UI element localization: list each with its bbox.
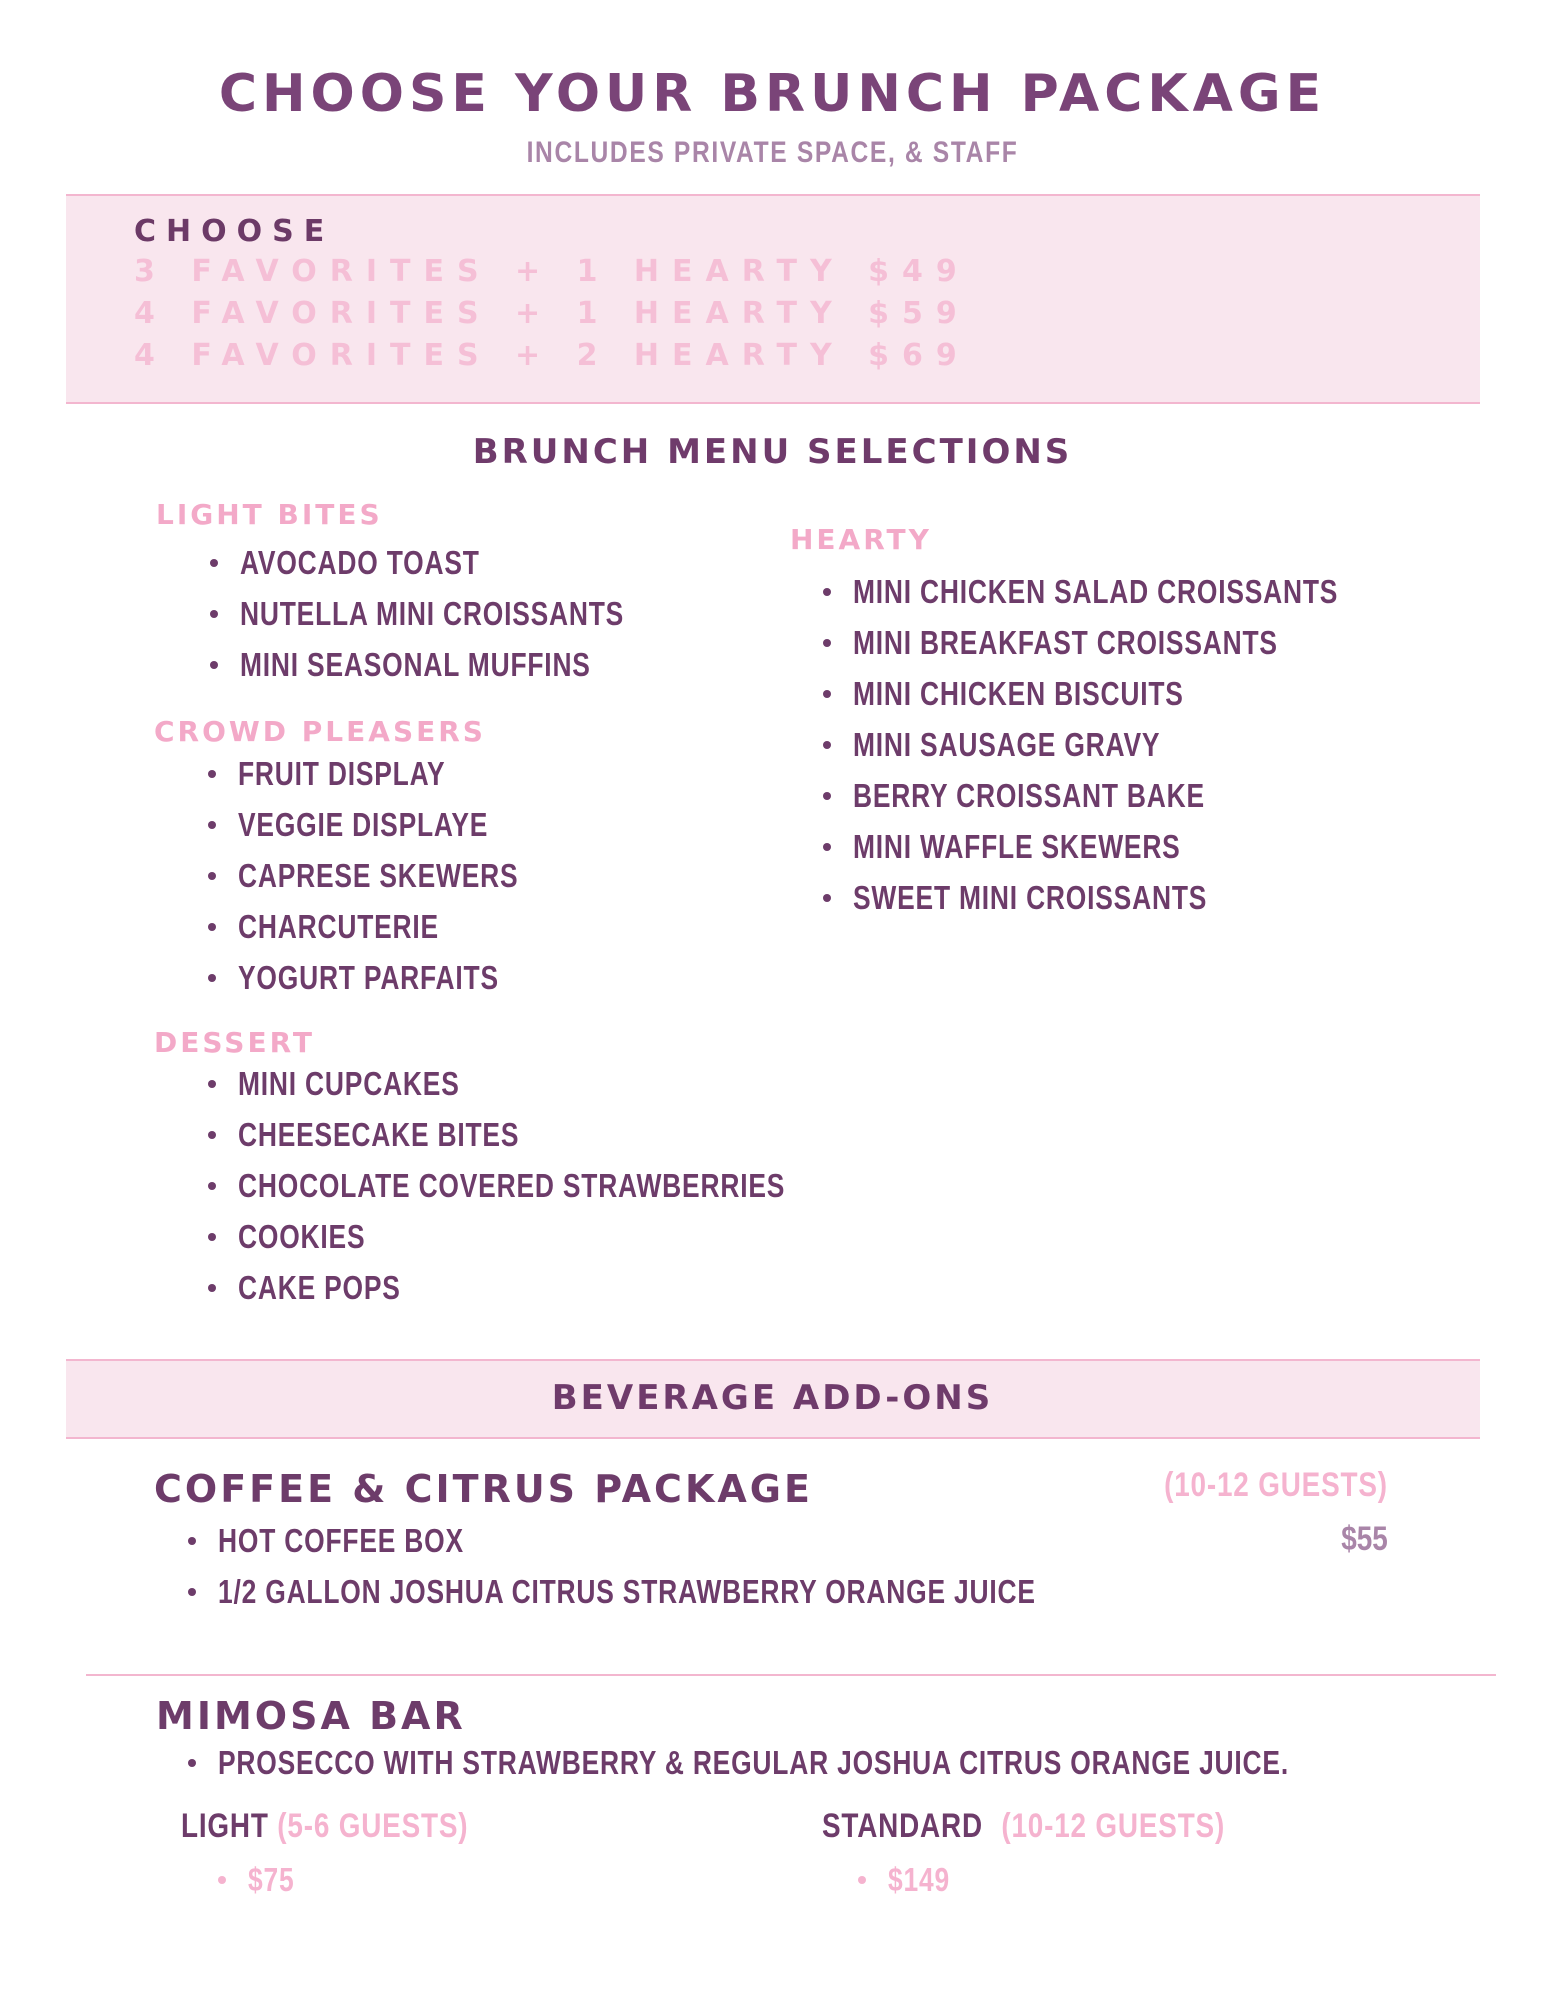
- tier-guests: (5-6 GUESTS): [277, 1807, 469, 1845]
- tier-price: $149: [888, 1861, 950, 1898]
- mimosa-bar-title: MIMOSA BAR: [156, 1694, 466, 1738]
- tier-guests: (10-12 GUESTS): [1001, 1807, 1226, 1845]
- list-item: [218, 1854, 306, 1905]
- bullet-icon: [208, 770, 216, 778]
- beverage-section-title: BEVERAGE ADD-ONS: [551, 1378, 994, 1418]
- bullet-icon: [823, 843, 831, 851]
- menu-section-title: BRUNCH MENU SELECTIONS: [472, 432, 1073, 472]
- tier-price: $75: [248, 1861, 295, 1898]
- light-bites-list: [210, 537, 720, 690]
- bullet-icon: [208, 1233, 216, 1241]
- list-item: MINI CHICKEN SALAD CROISSANTS: [823, 566, 1460, 617]
- tier-name: STANDARD: [822, 1807, 983, 1845]
- list-item: MINI WAFFLE SKEWERS: [823, 821, 1460, 872]
- list-item: MINI SEASONAL MUFFINS: [210, 639, 720, 690]
- page-title: CHOOSE YOUR BRUNCH PACKAGE: [218, 64, 1327, 124]
- list-item: [858, 1854, 965, 1905]
- bullet-icon: [208, 872, 216, 880]
- coffee-items-list: [188, 1515, 1240, 1617]
- list-item: CHARCUTERIE: [208, 901, 589, 952]
- bullet-icon: [208, 974, 216, 982]
- list-item: MINI SAUSAGE GRAVY: [823, 719, 1460, 770]
- category-crowd-pleasers: CROWD PLEASERS: [154, 715, 486, 748]
- list-item: MINI CHICKEN BISCUITS: [823, 668, 1460, 719]
- section-divider: [86, 1674, 1496, 1676]
- list-item: CHEESECAKE BITES: [208, 1109, 922, 1160]
- list-item: BERRY CROISSANT BAKE: [823, 770, 1460, 821]
- bullet-icon: [823, 588, 831, 596]
- list-item: PROSECCO WITH STRAWBERRY & REGULAR JOSHUA CITRUS ORANGE JUICE.: [188, 1737, 1545, 1788]
- bullet-icon: [823, 792, 831, 800]
- choose-label: CHOOSE: [134, 214, 335, 249]
- category-dessert: DESSERT: [154, 1026, 315, 1059]
- page-subtitle: INCLUDES PRIVATE SPACE, & STAFF: [526, 136, 1019, 169]
- list-item: CAPRESE SKEWERS: [208, 850, 589, 901]
- bullet-icon: [188, 1588, 196, 1596]
- list-item: FRUIT DISPLAY: [208, 748, 589, 799]
- bullet-icon: [210, 559, 218, 567]
- package-option: 4 FAVORITES + 2 HEARTY $69: [134, 338, 970, 373]
- bullet-icon: [823, 894, 831, 902]
- bullet-icon: [823, 741, 831, 749]
- bullet-icon: [208, 821, 216, 829]
- coffee-package-title: COFFEE & CITRUS PACKAGE: [154, 1467, 813, 1511]
- list-item: YOGURT PARFAITS: [208, 952, 589, 1003]
- list-item: AVOCADO TOAST: [210, 537, 720, 588]
- list-item: MINI BREAKFAST CROISSANTS: [823, 617, 1460, 668]
- bullet-icon: [823, 690, 831, 698]
- bullet-icon: [208, 923, 216, 931]
- list-item: CHOCOLATE COVERED STRAWBERRIES: [208, 1160, 922, 1211]
- category-hearty: HEARTY: [790, 523, 932, 556]
- bullet-icon: [208, 1284, 216, 1292]
- list-item: MINI CUPCAKES: [208, 1058, 922, 1109]
- dessert-list: [208, 1058, 922, 1313]
- category-light-bites: LIGHT BITES: [156, 498, 383, 531]
- mimosa-standard-price-list: [858, 1854, 965, 1905]
- bullet-icon: [210, 661, 218, 669]
- package-option: 4 FAVORITES + 1 HEARTY $59: [134, 296, 970, 331]
- mimosa-light-tier: [181, 1807, 468, 1846]
- list-item: VEGGIE DISPLAYE: [208, 799, 589, 850]
- package-option: 3 FAVORITES + 1 HEARTY $49: [134, 254, 970, 289]
- bullet-icon: [210, 610, 218, 618]
- mimosa-standard-tier: [822, 1807, 1225, 1846]
- mimosa-light-price-list: [218, 1854, 306, 1905]
- bullet-icon: [208, 1182, 216, 1190]
- tier-name: LIGHT: [181, 1807, 269, 1845]
- list-item: 1/2 GALLON JOSHUA CITRUS STRAWBERRY ORANGE JUICE: [188, 1566, 1240, 1617]
- bullet-icon: [208, 1080, 216, 1088]
- bullet-icon: [858, 1876, 866, 1884]
- list-item: HOT COFFEE BOX: [188, 1515, 1240, 1566]
- coffee-price: $55: [1341, 1520, 1388, 1558]
- list-item: NUTELLA MINI CROISSANTS: [210, 588, 720, 639]
- bullet-icon: [188, 1537, 196, 1545]
- list-item: SWEET MINI CROISSANTS: [823, 872, 1460, 923]
- hearty-list: [823, 566, 1460, 923]
- mimosa-items-list: [188, 1737, 1545, 1788]
- crowd-pleasers-list: [208, 748, 589, 1003]
- bullet-icon: [208, 1131, 216, 1139]
- list-item: CAKE POPS: [208, 1262, 922, 1313]
- bullet-icon: [823, 639, 831, 647]
- bullet-icon: [188, 1759, 196, 1767]
- list-item: COOKIES: [208, 1211, 922, 1262]
- coffee-guests: (10-12 GUESTS): [1164, 1466, 1388, 1504]
- bullet-icon: [218, 1876, 226, 1884]
